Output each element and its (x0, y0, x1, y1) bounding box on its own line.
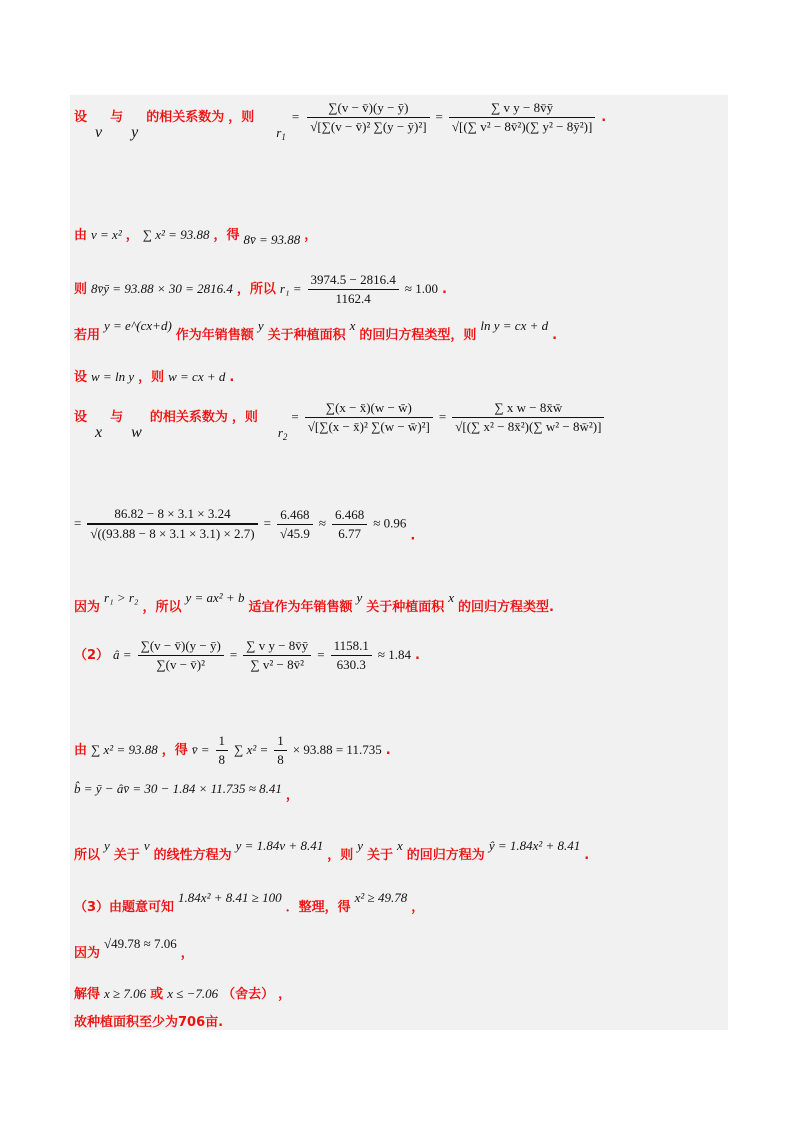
formula-lny: ln y = cx + d (480, 318, 549, 333)
formula-approx: ≈ 1.00 (404, 281, 438, 297)
text-about: 关于 (113, 848, 140, 863)
part-2-label: （2） (74, 648, 110, 664)
var-r1-sub: 1 (281, 132, 286, 143)
text-period: . (229, 370, 235, 385)
text-comma: ， (304, 228, 318, 243)
formula-den: 8 (277, 752, 284, 767)
conclusion-model-line (74, 590, 554, 616)
w-def-line (74, 366, 234, 386)
solution-line (74, 983, 291, 1003)
correlation-r1-line: 设 v 与 y 的相关系数为 ，则 $r_1$ = $\frac{\sum(v - v̄)(y - ȳ)}{\text{√[∑(v − v̄)² ∑(y − ȳ)²]}}$ = $\frac{\text{∑ v y − 8v̄ȳ}}{\text{√[(∑ v² − 8v̄²)(∑ y² − 8ȳ²)]}}$ . (74, 100, 607, 143)
formula-quadratic-model: y = ax² + b (185, 590, 245, 605)
formula-r2-numeric-frac (87, 506, 257, 542)
formula-linear-w: w = cx + d (168, 369, 226, 384)
regression-equation-line (74, 838, 589, 864)
text-get: ，得 (161, 743, 188, 759)
text-period: . (601, 110, 607, 126)
formula-den: √[(∑ x² − 8x̄²)(∑ w² − 8w̄²)] (455, 419, 602, 434)
formula-num: 6.468 (277, 507, 313, 525)
formula-inequality: 1.84x² + 8.41 ≥ 100 (178, 890, 282, 905)
formula-den: 630.3 (336, 657, 366, 672)
formula-num: ∑ x w − 8x̄w̄ (452, 400, 604, 418)
text-then: ，则 (231, 410, 258, 426)
var-y: y (356, 590, 363, 605)
text-and: 与 (110, 410, 124, 426)
vbar-line (74, 733, 391, 768)
text-let: 设 (74, 110, 88, 126)
text-so: ，所以 (142, 600, 182, 615)
formula-den: √[∑(v − v̄)² ∑(y − ȳ)²] (310, 119, 427, 134)
text-regression-type: 的回归方程类型. (458, 600, 554, 615)
formula-sum-x2: ∑ x² = 93.88 (142, 227, 210, 242)
part3-line (74, 890, 424, 916)
text-from: 由 (74, 743, 88, 759)
formula-ahat-frac-c (331, 638, 372, 673)
formula-den: ∑(v − v̄)² (156, 657, 206, 672)
text-discard: （舍去） (222, 987, 275, 1002)
var-x: x (95, 424, 103, 442)
text-period: . (584, 848, 590, 863)
text-then: ，则 (327, 848, 354, 863)
formula-x-ge: x ≥ 7.06 (104, 986, 147, 1001)
formula-den: √[∑(x − x̄)² ∑(w − w̄)²] (307, 419, 430, 434)
formula-num: 1158.1 (331, 638, 372, 656)
formula-r1-gt-r2: r₁ > r₂ (104, 590, 139, 605)
formula-num: 6.468 (332, 507, 367, 525)
text-suitable: 适宜作为年销售额 (248, 600, 353, 615)
given-sum-line: 由 v = x² ， ∑ x² = 93.88 ，得 $_{8v̄ = 93.88}$ ， (74, 227, 318, 247)
formula-approx: ≈ 1.84 (377, 647, 412, 663)
formula-num: ∑ v y − 8v̄ȳ (449, 100, 595, 118)
text-comma: ， (278, 987, 292, 1002)
formula-r1-value-frac (308, 272, 399, 307)
text-comma: ， (285, 788, 299, 803)
formula-vdef: v = x² (91, 227, 122, 242)
formula-eq: = (74, 515, 82, 531)
formula-den: √45.9 (279, 525, 310, 541)
text-linear-eq: 的线性方程为 (153, 848, 232, 863)
formula-bhat: b̂ = ȳ − âv̄ = 30 − 1.84 × 11.735 ≈ 8.41 (74, 781, 282, 796)
formula-r2-frac-3 (332, 507, 367, 542)
formula-ahat-frac-b (243, 638, 311, 673)
text-comma: ， (180, 946, 194, 961)
final-answer-line (74, 1011, 223, 1031)
var-x: x (448, 590, 455, 605)
part2-ahat-line: （2） â = $\frac{\sum(v - v̄)(y - ȳ)}{\text{∑(v − v̄)²}}$ = $\frac{\text{∑ v y − 8v̄ȳ}}{\text{∑ v² − 8v̄²}}$ = $\frac{1158.1}{630.3}$ ≈ 1.84 . (74, 638, 420, 672)
text-ifuse: 若用 (74, 328, 101, 343)
formula-sqrt: √49.78 ≈ 7.06 (104, 936, 177, 951)
text-period: . (441, 282, 447, 298)
text-annual-sales: 作为年销售额 (175, 328, 254, 343)
text-let: 设 (74, 410, 88, 426)
text-comma: ， (411, 900, 425, 915)
var-y: y (131, 124, 139, 142)
var-y: y (357, 838, 363, 853)
formula-ahat: â = (113, 647, 132, 663)
text-because: 因为 (74, 600, 101, 615)
formula-r2-frac-a (305, 400, 433, 435)
formula-r2-frac-b (452, 400, 604, 435)
text-corr: 的相关系数为 (146, 110, 225, 126)
text-so: ，所以 (236, 282, 276, 298)
var-r2-sub: 2 (282, 432, 288, 443)
formula-x2-bound: x² ≥ 49.78 (354, 890, 408, 905)
formula-sum: ∑ x² = (234, 742, 269, 758)
formula-den: ∑ v² − 8v̄² (250, 657, 305, 672)
formula-ahat-frac-a (138, 638, 224, 673)
formula-num: 86.82 − 8 × 3.1 × 3.24 (87, 506, 257, 524)
bhat-line (74, 780, 299, 803)
formula-r1-frac-a (307, 100, 429, 135)
text-so: 所以 (74, 848, 101, 863)
text-period: . (410, 528, 416, 544)
formula-den: √((93.88 − 8 × 3.1 × 3.1) × 2.7) (87, 524, 257, 542)
text-about-area: 关于种植面积 (267, 328, 346, 343)
text-regression-eq: 的回归方程为 (406, 848, 485, 863)
sqrt-line (74, 936, 194, 962)
exp-model-line (74, 318, 557, 344)
formula-wdef: w = ln y (91, 369, 135, 384)
var-v: v (95, 124, 103, 142)
formula-num: ∑(v − v̄)(y − ȳ) (138, 638, 224, 656)
formula-sum-x2: ∑ x² = 93.88 (91, 742, 158, 758)
correlation-r2-line: 设 x 与 w 的相关系数为 ，则 $r_2$ = $\frac{\sum(x - x̄)(w - w̄)}{\text{√[∑(x − x̄)² ∑(w − w̄)²]}}$ = $\frac{\text{∑ x w − 8x̄w̄}}{\text{√[(∑ x² − 8x̄²)(∑ w² − 8w̄²)]}}$ (74, 400, 606, 442)
text-then: 则 (74, 282, 88, 298)
formula-num: 1 (274, 733, 287, 751)
var-r1: r (276, 125, 282, 141)
text-about: 关于 (367, 848, 394, 863)
formula-den: 1162.4 (335, 291, 371, 306)
formula-vbar: v̄ = (191, 742, 210, 758)
formula-den: √[(∑ v² − 8v̄²)(∑ y² − 8ȳ²)] (451, 119, 593, 134)
formula-vbar-result: × 93.88 = 11.735 (292, 742, 382, 758)
formula-num: ∑(x − x̄)(w − w̄) (305, 400, 433, 418)
formula-one-eighth (216, 733, 229, 768)
r2-compute-line: = $\frac{86.82 - 8 \times 3.1 \times 3.24}{√((93.88 - 8 \times 3.1 \times 3.1) \times 2.7)}$ = $\frac{6.468}{√45.9}$ ≈ $\frac{6.468}{6.77}$ ≈ 0.96 $_.$ (74, 506, 416, 544)
var-w: w (131, 424, 142, 442)
text-simplify: ．整理，得 (285, 900, 351, 915)
text-corr: 的相关系数为 (149, 410, 228, 426)
formula-8vy: 8v̄ȳ = 93.88 × 30 = 2816.4 (91, 281, 233, 297)
text-then: ，则 (228, 110, 255, 126)
formula-den: 8 (218, 752, 226, 767)
var-v: v (143, 838, 150, 853)
var-x: x (349, 318, 356, 333)
formula-r1-label: r₁ = (279, 281, 302, 297)
var-r2: r (277, 425, 283, 441)
formula-linear: y = 1.84v + 8.41 (235, 838, 324, 853)
formula-approx: ≈ 0.96 (373, 515, 407, 531)
text-solve: 解得 (74, 987, 101, 1002)
part-3-label: （3）由题意可知 (74, 900, 175, 915)
text-and: 与 (110, 110, 124, 126)
formula-8v: 8v̄ = 93.88 (243, 232, 301, 247)
text-get: ，得 (213, 228, 240, 243)
var-x: x (397, 838, 403, 853)
text-regression-type: 的回归方程类型，则 (359, 328, 477, 343)
final-answer: 故种植面积至少为706亩. (74, 1015, 224, 1030)
formula-exp-model: y = e^(cx+d) (104, 318, 172, 333)
formula-num: 1 (216, 733, 229, 751)
formula-regression: ŷ = 1.84x² + 8.41 (488, 838, 581, 853)
formula-num: ∑(v − v̄)(y − ȳ) (307, 100, 429, 118)
formula-one-eighth-2 (274, 733, 287, 768)
formula-r1-frac-b (449, 100, 595, 135)
formula-num: 3974.5 − 2816.4 (308, 272, 399, 290)
text-period: . (415, 648, 420, 664)
text-about-area: 关于种植面积 (366, 600, 445, 615)
var-y: y (257, 318, 264, 333)
text-then: ，则 (138, 370, 165, 385)
text-or: 或 (150, 987, 164, 1002)
formula-x-le: x ≤ −7.06 (167, 986, 219, 1001)
formula-den: 6.77 (338, 525, 361, 541)
formula-r2-frac-2 (277, 507, 313, 542)
text-period: . (385, 743, 391, 759)
r1-result-line (74, 272, 447, 307)
formula-num: ∑ v y − 8v̄ȳ (243, 638, 311, 656)
var-y: y (104, 838, 110, 853)
text-period: . (552, 328, 558, 343)
text-because: 因为 (74, 946, 101, 961)
text-let: 设 (74, 370, 88, 385)
text-from: 由 (74, 228, 88, 243)
